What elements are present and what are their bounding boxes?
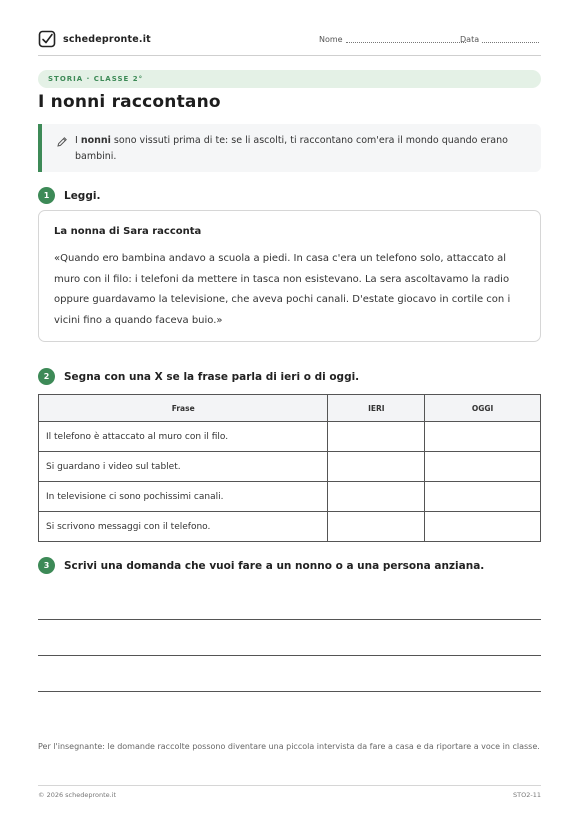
step-3 [38, 557, 484, 574]
step-number: 2 [38, 368, 55, 385]
sentence-cell: In televisione ci sono pochissimi canali. [39, 482, 328, 512]
pencil-icon [56, 136, 68, 148]
brand [38, 30, 151, 48]
reading-text: «Quando ero bambina andavo a scuola a piedi. In casa c'era un telefono solo, attaccato al muro con il filo: i telefoni da mettere in tasca non esistevano. La sera ascoltavamo la radio oppure guardavamo la televisione, che aveva pochi canali. D'estate giocavo in cortile con i vicini fino a quando faceva buio.» [54, 253, 511, 326]
page-footer [38, 785, 541, 799]
date-line[interactable] [482, 42, 539, 43]
ieri-answer-cell[interactable] [328, 452, 425, 482]
page-title: I nonni raccontano [38, 92, 221, 112]
table-row [39, 452, 541, 482]
step-number: 3 [38, 557, 55, 574]
teacher-note: Per l'insegnante: le domande raccolte possono diventare una piccola intervista da fare a casa e da riportare a voce in classe. [38, 742, 540, 751]
intro-keyword: nonni [80, 135, 111, 146]
table-row [39, 422, 541, 452]
step-label: Segna con una X se la frase parla di ieri o di oggi. [64, 370, 360, 383]
intro-rest: sono vissuti prima di te: se li ascolti, ti raccontano com'era il mondo quando erano bambini. [75, 135, 508, 162]
column-header-frase: Frase [39, 395, 328, 422]
table-header-row [39, 395, 541, 422]
answer-line[interactable] [38, 619, 541, 620]
date-field[interactable] [460, 35, 539, 44]
step-label: Scrivi una domanda che vuoi fare a un nonno o a una persona anziana. [64, 559, 485, 572]
reading-box [38, 210, 541, 342]
date-label: Data [460, 35, 480, 44]
column-header-ieri: IERI [328, 395, 425, 422]
step-1 [38, 187, 100, 204]
answer-line[interactable] [38, 655, 541, 656]
name-label: Nome [319, 35, 343, 44]
step-number: 1 [38, 187, 55, 204]
reading-title: La nonna di Sara racconta [54, 226, 202, 237]
subject-badge: STORIA · CLASSE 2° [38, 70, 541, 88]
page-header [38, 30, 541, 56]
sentence-cell: Il telefono è attaccato al muro con il filo. [39, 422, 328, 452]
oggi-answer-cell[interactable] [425, 512, 541, 542]
ieri-answer-cell[interactable] [328, 422, 425, 452]
intro-prefix: I [75, 135, 81, 146]
name-field[interactable] [319, 35, 466, 44]
table-row [39, 482, 541, 512]
sentence-cell: Si guardano i video sul tablet. [39, 452, 328, 482]
answer-line[interactable] [38, 691, 541, 692]
intro-box [38, 124, 541, 172]
sorting-table [38, 394, 541, 542]
sheet-code: STO2-11 [513, 791, 541, 799]
name-line[interactable] [346, 42, 466, 43]
brand-name: schedepronte.it [63, 33, 151, 45]
column-header-oggi: OGGI [425, 395, 541, 422]
ieri-answer-cell[interactable] [328, 482, 425, 512]
intro-text [75, 133, 530, 165]
sentence-cell: Si scrivono messaggi con il telefono. [39, 512, 328, 542]
table-row [39, 512, 541, 542]
ieri-answer-cell[interactable] [328, 512, 425, 542]
step-2 [38, 368, 359, 385]
copyright: © 2026 schedepronte.it [38, 791, 117, 799]
oggi-answer-cell[interactable] [425, 452, 541, 482]
oggi-answer-cell[interactable] [425, 482, 541, 512]
oggi-answer-cell[interactable] [425, 422, 541, 452]
step-label: Leggi. [64, 189, 101, 202]
checkbox-icon [38, 30, 56, 48]
